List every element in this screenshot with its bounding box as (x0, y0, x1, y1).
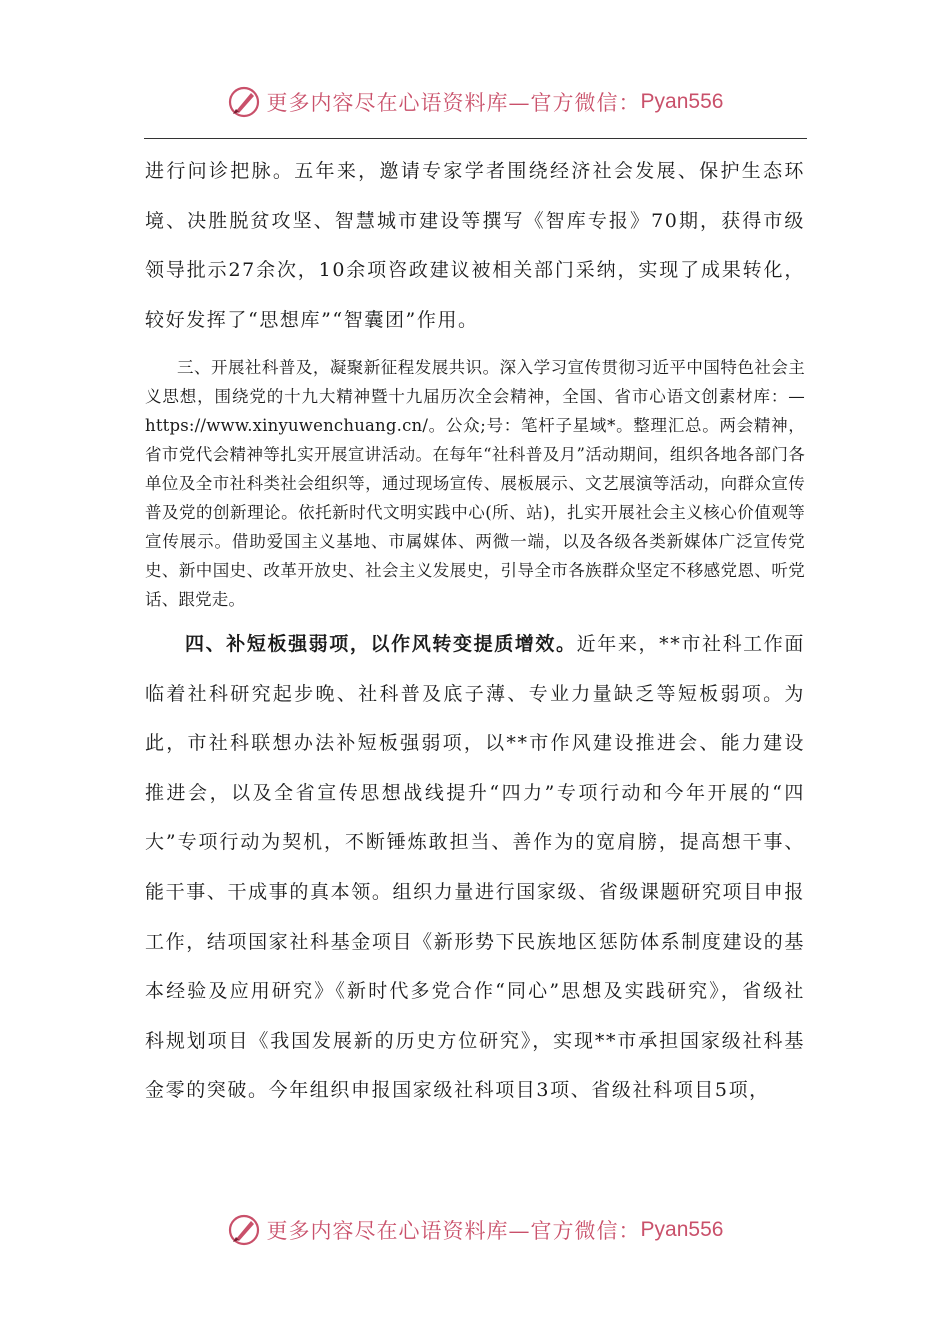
footer-banner (0, 1208, 950, 1252)
banner-wechat-id: Pyan556 (640, 90, 724, 113)
paragraph-section-three: 三、开展社科普及，凝聚新征程发展共识。深入学习宣传贯彻习近平中国特色社会主义思想，围绕党的十九大精神暨十九届历次全会精神，全国、省市心语文创素材库：—https://www.xinyuwenchuang.cn/。公众;号：笔杆子星域*。整理汇总。两会精神，省市党代会精神等扎实开展宣讲活动。在每年“社科普及月”活动期间，组织各地各部门各单位及全市社科类社会组织等，通过现场宣传、展板展示、文艺展演等活动，向群众宣传普及党的创新理论。依托新时代文明实践中心(所、站)，扎实开展社会主义核心价值观等宣传展示。借助爱国主义基地、市属媒体、两微一端，以及各级各类新媒体广泛宣传党史、新中国史、改革开放史、社会主义发展史，引导全市各族群众坚定不移感党恩、听党话、跟党走。 (145, 358, 805, 609)
banner-text: 更多内容尽在心语资料库—官方微信： (266, 91, 641, 115)
section-four-body: 近年来，**市社科工作面临着社科研究起步晚、社科普及底子薄、专业力量缺乏等短板弱项。为此，市社科联想办法补短板强弱项，以**市作风建设推进会、能力建设推进会，以及全省宣传思想战线提升“四力”专项行动和今年开展的“四大”专项行动为契机，不断锤炼敢担当、善作为的宽肩膀，提高想干事、能干事、干成事的真本领。组织力量进行国家级、省级课题研究项目申报工作，结项国家社科基金项目《新形势下民族地区惩防体系制度建设的基本经验及应用研究》《新时代多党合作“同心”思想及实践研究》，省级社科规划项目《我国发展新的历史方位研究》，实现**市承担国家级社科基金零的突破。今年组织申报国家级社科项目3项、省级社科项目5项， (145, 633, 806, 1102)
paragraph-continuation: 进行问诊把脉。五年来，邀请专家学者围绕经济社会发展、保护生态环境、决胜脱贫攻坚、智慧城市建设等撰写《智库专报》70期，获得市级领导批示27余次，10余项咨政建议被相关部门采纳，实现了成果转化，较好发挥了“思想库”“智囊团”作用。 (145, 160, 805, 331)
pen-quill-logo-icon (227, 1213, 261, 1247)
header-divider (144, 138, 807, 139)
header-banner (0, 80, 950, 124)
banner-wechat-id: Pyan556 (640, 1218, 724, 1241)
section-four-heading: 四、补短板强弱项，以作风转变提质增效。 (185, 633, 577, 655)
banner-text: 更多内容尽在心语资料库—官方微信： (266, 1219, 641, 1243)
pen-quill-logo-icon (227, 85, 261, 119)
paragraph-section-four (145, 620, 805, 1116)
